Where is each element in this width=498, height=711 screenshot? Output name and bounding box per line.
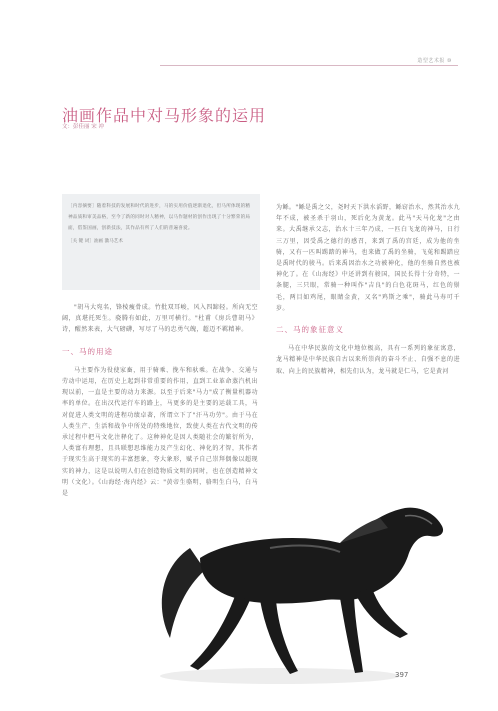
- abstract-box: [62, 194, 260, 290]
- front-leg-1: [355, 588, 408, 638]
- front-leg-2: [340, 596, 363, 673]
- author-line: 文：彭佳丽 宋 冲: [62, 124, 104, 130]
- right-column: [276, 202, 460, 377]
- abstract-text: ［内容摘要］随着科技的发展和时代的进步，马的实用价值逐渐退化，但马所体现的精神品质和审美品格，至今了新的同时对人精神，以马作题材的创作出现了十分繁荣的局面，借鉴国画，创新技法，其作品有所了人们的普遍喜爱。: [68, 204, 251, 231]
- left-column: [62, 302, 258, 499]
- hind-leg-1: [190, 596, 250, 670]
- header-rule: [160, 65, 458, 66]
- hind-leg-2: [260, 600, 298, 674]
- page-number: 397: [395, 671, 409, 679]
- horse-tail: [162, 548, 205, 638]
- keywords: ［关 键 词］油画 激马艺术: [68, 239, 123, 245]
- section-heading-2: 二、马的象征意义: [276, 325, 344, 335]
- ground-shadow: [160, 668, 400, 684]
- journal-tag: 造型艺术报 ⑩: [417, 58, 452, 64]
- horse-body: [200, 508, 443, 604]
- horse-painting: [150, 488, 460, 688]
- body-paragraph-1: 马主要作为役使家畜，用于骑乘、挽车和驮乘。在战争、交通与劳动中运用，在历史上起到非常重要的作用，直到工业革命蒸汽机出现以前，一直是主要的动力来源。以至于后来"马力"成了衡量机器功率的单位。在出汉代运行车的路上，马更多的是主要的运载工具，马对促进人类文明的进程功绩卓著，所谓立下了"汗马功劳"。由于马在人类生产、生活和战争中所处的特殊地位，致使人类在古代文明的传承过程中把马文化注释化了。这种神化是因人类随社会的繁衍所为，人类富有理想，且具联想思维能力及产生幻化、神化的才智，其作者于现实生高于现实的丰富想象，夸大象形，赋予自己崇拜偶像以超现实的神力，这是以说明人们在创造物质文明的同时，也在创造精神文明（文化）。《山海经·海内经》云："黄帝生骆明，骆明生白马，白马是: [62, 366, 258, 498]
- body-paragraph-2: 为鲧。"鲧是禹之父，尧时天下洪水滔野，鲧窃治水，然其治水九年不成，被圣杀于羽山，死后化为黄龙。此马"天马化龙"之由来。大禹继承父志，治水十三年乃成，一匹白飞龙的神马，日行三万里，因受禹之德行的感召，来到了禹的宫廷，成为他的坐骑，又有一匹叫踢踏的神马，也来做了禹的坐骑，飞菟和踢踏应是禹时代的骏马。后来禹因治水之功被神化，他的坐骑自然也被神化了。在《山海经》中还讲到有骏国，国民长得十分奇特，一条腿，三只眼，常骑一种叫作"吉良"的白色花斑马，红色的鬃毛，两目如鸡尾，眼睛金黄，又名"鸡斯之乘"，骑此马寿可千岁。: [276, 204, 460, 312]
- intro-paragraph: "胡马大宛名，锋棱瘦骨成。竹批双耳峻，风入四蹄轻。所向无空阔，真堪托死生。骁腾有如此，万里可横行。"杜甫《房兵曹胡马》诗，醒然来表，大气磅礴，写尽了马的忠勇气魄，超迈不羁精神。: [62, 304, 258, 334]
- section-heading-1: 一、马的用途: [62, 346, 113, 356]
- body-paragraph-3: 马在中华民族的文化中地位极高，具有一系列的象征寓意，龙马精神是中华民族自古以来所崇尚的奋斗不止、自强不息的进取、向上的民族精神，相先们认为，龙马就是仁马，它是黄河: [276, 345, 460, 375]
- article-title: 油画作品中对马形象的运用: [62, 105, 267, 125]
